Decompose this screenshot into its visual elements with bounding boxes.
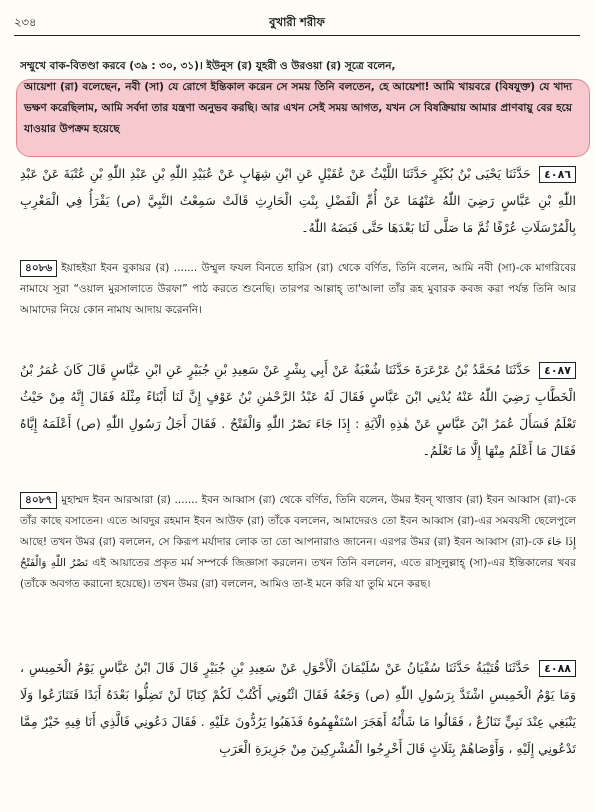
hadith-number-arabic: ٤٠٨٨ <box>539 660 576 677</box>
intro-paragraph <box>20 56 576 160</box>
hadith-4086-arabic <box>20 160 576 244</box>
hadith-4088-arabic <box>20 654 576 806</box>
arabic-text: حَدَّثَنَا مُحَمَّدُ بْنُ عَرْعَرَةَ حَدَّثَنَا شُعْبَةُ عَنْ أَبِي بِشْرٍ عَنْ سَعِيدِ بْنِ جُبَيْرٍ عَنِ ابْنِ عَبَّاسٍ قَالَ كَانَ عُمَرُ بْنُ الْخَطَّابِ رَضِيَ اللّٰهُ عَنْهُ يُدْنِي ابْنَ عَبَّاسٍ فَقَالَ لَهُ عَبْدُ الرَّحْمٰنِ بْنُ عَوْفٍ إِنَّ لَنَا أَبْنَاءً مِثْلَهُ فَقَالَ إِنَّهُ مِنْ حَيْثُ تَعْلَمُ فَسَأَلَ عُمَرُ ابْنَ عَبَّاسٍ عَنْ هٰذِهِ الْآيَةِ : إِذَا جَاءَ نَصْرُ اللّٰهِ وَالْفَتْحُ . فَقَالَ أَجَلُ رَسُولِ اللّٰهِ (ص) أَعْلَمَهُ إِيَّاهُ فَقَالَ مَا أَعْلَمُ مِنْهَا إِلَّا مَا تَعْلَمُ۔ <box>20 362 576 458</box>
hadith-4087-arabic <box>20 356 576 468</box>
hadith-number-arabic: ٤٠٨٧ <box>539 362 576 379</box>
intro-line: সম্মুখে বাক-বিতণ্ডা করবে (৩৯ : ৩০, ৩১)। ইউনুস (র) যুহরী ও উরওয়া (র) সূত্রে বলেন, <box>20 60 396 72</box>
hadith-number-bangla: ৪০৮৭ <box>20 492 57 509</box>
bangla-text: ইয়াহইয়া ইবন বুকায়র (র) ....... উম্মুল ফযল বিনতে হারিস (রা) থেকে বর্ণিত, তিনি বলেন, আমি নবী (সা)-কে মাগরিবের নামাযে সূরা “ওয়াল মুরসালাতে উরফা” পাঠ করতে শুনেছি। তারপর আল্লাহ্ তা'আলা তাঁর রূহ মুবারক কবজ করা পর্যন্ত তিনি আর আমাদের নিয়ে কোন নামায আদায় করেননি। <box>20 262 576 316</box>
header-rule <box>14 35 580 36</box>
arabic-text: حَدَّثَنَا قُتَيْبَةُ حَدَّثَنَا سُفْيَانُ عَنْ سُلَيْمَانَ الْأَحْوَلِ عَنْ سَعِيدِ بْنِ جُبَيْرٍ قَالَ قَالَ ابْنُ عَبَّاسٍ يَوْمُ الْخَمِيسِ ، وَمَا يَوْمُ الْخَمِيسِ اشْتَدَّ بِرَسُولِ اللّٰهِ (ص) وَجَعُهُ فَقَالَ ائْتُونِي أَكْتُبْ لَكُمْ كِتَابًا لَنْ تَضِلُّوا بَعْدَهُ أَبَدًا فَتَنَازَعُوا وَلَا يَنْبَغِي عِنْدَ نَبِيٍّ تَنَازُعٌ ، فَقَالُوا مَا شَأْنُهُ أَهَجَرَ اسْتَفْهِمُوهُ فَذَهَبُوا يَرُدُّونَ عَلَيْهِ . فَقَالَ دَعُونِي فَالَّذِي أَنَا فِيهِ خَيْرٌ مِمَّا تَدْعُونِي إِلَيْهِ ، وَأَوْصَاهُمْ بِثَلَاثٍ قَالَ أَخْرِجُوا الْمُشْرِكِينَ مِنْ جَزِيرَةِ الْعَرَبِ <box>20 660 576 756</box>
hadith-4086-bangla <box>20 258 576 340</box>
bangla-text: মুহাম্মদ ইবন আরআরা (র) ....... ইবন আব্বাস (রা) থেকে বর্ণিত, তিনি বলেন, উমর ইবন্ খাত্তাব (রা) ইবন আব্বাস (রা)-কে তাঁর কাছে বসাতেন। এতে আবদুর রহমান ইবন আউফ (রা) তাঁকে বললেন, আমাদেরও তো ইবন আব্বাস (রা)-এর সমবয়সী ছেলেপুলে আছে! তখন উমর (রা) বললেন, সে কিরূপ মর্যাদার লোক তা তো আপনারাও জানেন। এরপর উমর (রা) ইবন আব্বাস (রা)-কে إِذَا جَاءَ نَصْرُ اللّٰهِ وَالْفَتْحُ এই আয়াতের প্রকৃত মর্ম সম্পর্কে জিজ্ঞাসা করলেন। তখন তিনি বললেন, এতে রাসূলুল্লাহ্ (সা)-এর ইন্তিকালের খবর (তাঁকে অবগত করানো হয়েছে)। তখন উমর (রা) বললেন, আমিও তা-ই মনে করি যা তুমি মনে করছ। <box>20 494 576 590</box>
page-header <box>14 14 580 34</box>
hadith-number-arabic: ٤٠٨٦ <box>539 166 576 183</box>
page-number: ২৩৪ <box>14 15 37 29</box>
hadith-4087-bangla <box>20 490 576 640</box>
highlighted-text: আয়েশা (রা) বলেছেন, নবী (সা) যে রোগে ইন্তিকাল করেন সে সময় তিনি বলতেন, হে আয়েশা! আমি খায়বরে (বিষযুক্ত) যে খাদ্য ভক্ষণ করেছিলাম, আমি সর্বদা তার যন্ত্রণা অনুভব করছি। আর এখন সেই সময় আগত, যখন সে বিষক্রিয়ায় আমার প্রাণবায়ু বের হয়ে যাওয়ার উপক্রম হয়েছে <box>24 81 572 135</box>
arabic-text: حَدَّثَنَا يَحْيَى بْنُ بُكَيْرٍ حَدَّثَنَا اللَّيْثُ عَنْ عُقَيْلٍ عَنِ ابْنِ شِهَابٍ عَنْ عُبَيْدِ اللّٰهِ بْنِ عَبْدِ اللّٰهِ بْنِ عُتْبَةَ عَنْ عَبْدِ اللّٰهِ بْنِ عَبَّاسٍ رَضِيَ اللّٰهُ عَنْهُمَا عَنْ أُمِّ الْفَضْلِ بِنْتِ الْحَارِثِ قَالَتْ سَمِعْتُ النَّبِيَّ (ص) يَقْرَأُ فِي الْمَغْرِبِ بِالْمُرْسَلَاتِ عُرْفًا ثُمَّ مَا صَلَّى لَنَا بَعْدَهَا حَتَّى قَبَضَهُ اللّٰهُ۔ <box>20 166 576 235</box>
book-title: বুখারী শরীফ <box>269 15 325 29</box>
hadith-number-bangla: ৪০৮৬ <box>20 260 57 277</box>
